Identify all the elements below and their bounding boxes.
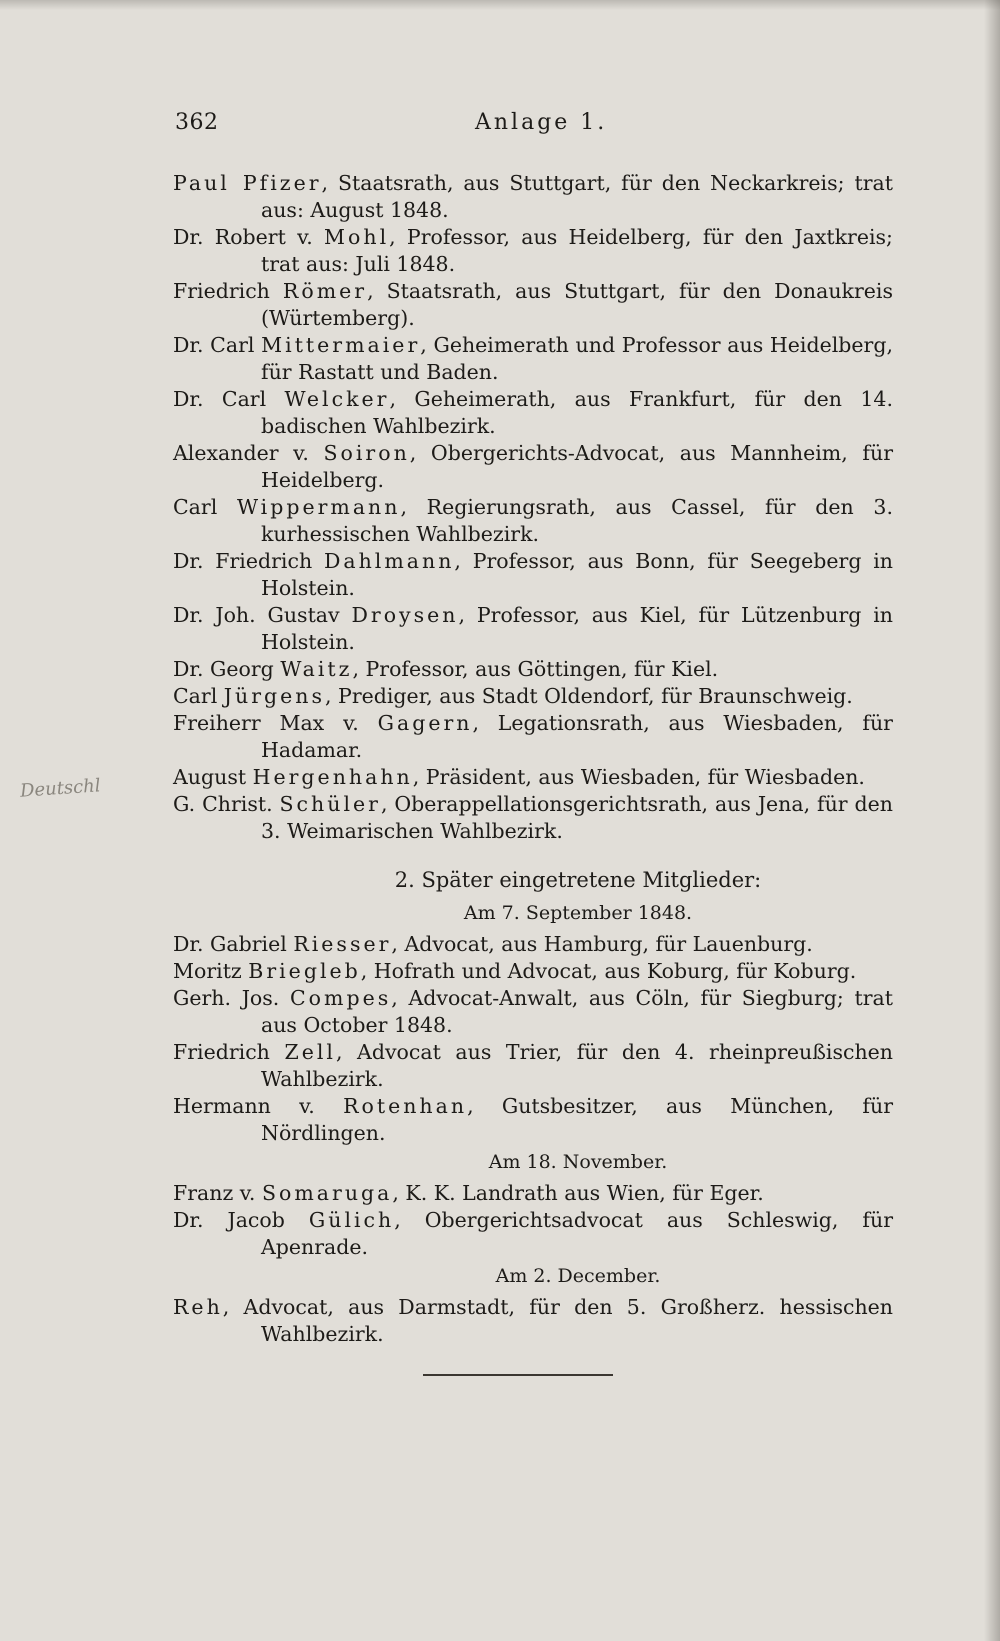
member-name: Mittermaier — [261, 333, 421, 357]
member-entry — [173, 1093, 893, 1147]
member-entry — [173, 683, 893, 710]
member-name: Rotenhan — [343, 1094, 468, 1118]
member-name: Wippermann — [236, 495, 401, 519]
member-name: Soiron — [323, 441, 410, 465]
member-prefix: Carl — [173, 495, 218, 519]
member-name: Schüler — [279, 792, 381, 816]
member-details: , Advocat-Anwalt, aus Cöln, für Siegburg; trat aus October 1848. — [261, 986, 893, 1037]
member-name: Jürgens — [223, 684, 325, 708]
member-details: , Staatsrath, aus Stuttgart, für den Donaukreis (Würtemberg). — [261, 279, 893, 330]
member-details: , Obergerichtsadvocat aus Schleswig, für Apenrade. — [261, 1208, 894, 1259]
member-prefix: G. Christ. — [173, 792, 273, 816]
member-entry — [173, 1294, 893, 1348]
member-prefix: August — [173, 765, 247, 789]
member-prefix: Dr. Carl — [173, 333, 255, 357]
member-details: , Hofrath und Advocat, aus Koburg, für Koburg. — [360, 959, 857, 983]
closing-rule — [423, 1374, 613, 1376]
member-details: , Professor, aus Bonn, für Seegeberg in Holstein. — [261, 549, 894, 600]
member-name: Somaruga — [261, 1181, 393, 1205]
member-name: Briegleb — [248, 959, 361, 983]
member-prefix: Hermann v. — [173, 1094, 315, 1118]
member-details: , Oberappellationsgerichtsrath, aus Jena, für den 3. Weimarischen Wahlbezirk. — [261, 792, 893, 843]
member-name: Riesser — [293, 932, 392, 956]
member-entry — [173, 386, 893, 440]
member-prefix: Dr. Joh. Gustav — [173, 603, 340, 627]
member-entry — [173, 764, 893, 791]
member-name: Dahlmann — [323, 549, 455, 573]
member-name: Zell — [284, 1040, 336, 1064]
member-name: Droysen — [351, 603, 459, 627]
member-entry — [173, 1039, 893, 1093]
member-entry — [173, 440, 893, 494]
member-entry — [173, 656, 893, 683]
member-entry — [173, 958, 893, 985]
date-heading-december: Am 2. December. — [495, 1265, 661, 1287]
page-edge-shadow — [984, 0, 1000, 1641]
member-details: , Legationsrath, aus Wiesbaden, für Hadamar. — [261, 711, 893, 762]
member-entry — [173, 602, 893, 656]
date-heading-september: Am 7. September 1848. — [463, 902, 693, 924]
member-details: , Advocat, aus Hamburg, für Lauenburg. — [391, 932, 813, 956]
member-entry — [173, 931, 893, 958]
member-details: , Prediger, aus Stadt Oldendorf, für Braunschweig. — [325, 684, 853, 708]
page-header — [175, 110, 875, 150]
member-name: Mohl — [324, 225, 390, 249]
member-list-september — [173, 931, 893, 1147]
member-details: , Präsident, aus Wiesbaden, für Wiesbaden. — [412, 765, 865, 789]
member-prefix: Dr. Gabriel — [173, 932, 287, 956]
member-prefix: Alexander v. — [173, 441, 309, 465]
running-title: Anlage 1. — [475, 110, 608, 135]
member-name: Compes — [290, 986, 392, 1010]
member-details: , Staatsrath, aus Stuttgart, für den Neckarkreis; trat aus: August 1848. — [261, 171, 893, 222]
member-name: Paul Pfizer — [173, 171, 322, 195]
date-heading-november: Am 18. November. — [488, 1151, 668, 1173]
member-entry — [173, 224, 893, 278]
member-details: , K. K. Landrath aus Wien, für Eger. — [392, 1181, 764, 1205]
member-entry — [173, 985, 893, 1039]
member-prefix: Carl — [173, 684, 218, 708]
member-prefix: Gerh. Jos. — [173, 986, 280, 1010]
member-list-november — [173, 1180, 893, 1261]
member-entry — [173, 278, 893, 332]
member-prefix: Franz v. — [173, 1181, 256, 1205]
member-details: , Professor, aus Heidelberg, für den Jaxtkreis; trat aus: Juli 1848. — [261, 225, 893, 276]
member-list — [173, 170, 893, 1376]
member-name: Welcker — [284, 387, 390, 411]
member-details: , Obergerichts-Advocat, aus Mannheim, für Heidelberg. — [261, 441, 893, 492]
member-prefix: Friedrich — [173, 1040, 270, 1064]
member-details: , Advocat, aus Darmstadt, für den 5. Großherz. hessischen Wahlbezirk. — [222, 1295, 893, 1346]
member-prefix: Dr. Georg — [173, 657, 274, 681]
member-entry — [173, 1207, 893, 1261]
member-name: Reh — [173, 1295, 223, 1319]
member-prefix: Freiherr Max v. — [173, 711, 359, 735]
member-details: , Geheimerath und Professor aus Heidelberg, für Rastatt und Baden. — [261, 333, 893, 384]
margin-annotation: Deutschl — [19, 775, 102, 802]
member-entry — [173, 494, 893, 548]
member-prefix: Friedrich — [173, 279, 270, 303]
member-details: , Professor, aus Göttingen, für Kiel. — [352, 657, 719, 681]
member-details: , Geheimerath, aus Frankfurt, für den 14. badischen Wahlbezirk. — [261, 387, 893, 438]
member-details: , Advocat aus Trier, für den 4. rheinpreußischen Wahlbezirk. — [261, 1040, 893, 1091]
member-details: , Professor, aus Kiel, für Lützenburg in Holstein. — [261, 603, 894, 654]
member-entry — [173, 548, 893, 602]
member-entry — [173, 1180, 893, 1207]
member-list-part1 — [173, 170, 893, 845]
member-details: , Gutsbesitzer, aus München, für Nördlingen. — [261, 1094, 893, 1145]
member-prefix: Dr. Jacob — [173, 1208, 285, 1232]
member-prefix: Dr. Carl — [173, 387, 267, 411]
member-name: Römer — [282, 279, 368, 303]
member-name: Hergenhahn — [252, 765, 413, 789]
member-name: Waitz — [280, 657, 353, 681]
member-name: Gülich — [308, 1208, 395, 1232]
member-entry — [173, 791, 893, 845]
section-heading: 2. Später eingetretene Mitglieder: — [394, 868, 762, 892]
member-entry — [173, 710, 893, 764]
page-top-shadow — [0, 0, 1000, 10]
member-prefix: Dr. Friedrich — [173, 549, 313, 573]
member-entry — [173, 332, 893, 386]
member-prefix: Dr. Robert v. — [173, 225, 313, 249]
member-details: , Regierungsrath, aus Cassel, für den 3. kurhessischen Wahlbezirk. — [261, 495, 893, 546]
member-entry — [173, 170, 893, 224]
member-list-december — [173, 1294, 893, 1348]
page-number: 362 — [175, 110, 219, 135]
member-prefix: Moritz — [173, 959, 242, 983]
member-name: Gagern — [377, 711, 473, 735]
